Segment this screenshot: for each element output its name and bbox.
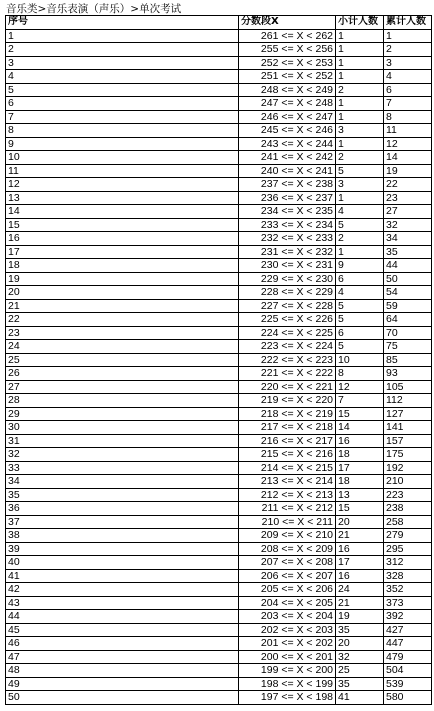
table-row	[6, 475, 432, 489]
row-index-cell: 17	[6, 245, 239, 259]
table-row	[6, 529, 432, 543]
row-index-cell: 28	[6, 394, 239, 408]
table-row	[6, 245, 432, 259]
row-index-cell: 12	[6, 178, 239, 192]
row-cumulative-cell: 11	[384, 124, 432, 138]
row-cumulative-cell: 223	[384, 488, 432, 502]
table-row	[6, 124, 432, 138]
row-subtotal-cell: 6	[336, 272, 384, 286]
row-subtotal-cell: 8	[336, 367, 384, 381]
row-score-range-cell: 241 <= X < 242	[239, 151, 336, 165]
row-subtotal-cell: 35	[336, 623, 384, 637]
row-cumulative-cell: 427	[384, 623, 432, 637]
row-index-cell: 5	[6, 83, 239, 97]
row-index-cell: 39	[6, 542, 239, 556]
row-index-cell: 20	[6, 286, 239, 300]
table-row	[6, 488, 432, 502]
row-cumulative-cell: 175	[384, 448, 432, 462]
row-cumulative-cell: 127	[384, 407, 432, 421]
row-score-range-cell: 203 <= X < 204	[239, 610, 336, 624]
header-subtotal: 小计人数	[336, 16, 384, 30]
row-subtotal-cell: 18	[336, 448, 384, 462]
row-score-range-cell: 229 <= X < 230	[239, 272, 336, 286]
table-row	[6, 502, 432, 516]
row-score-range-cell: 210 <= X < 211	[239, 515, 336, 529]
table-row	[6, 394, 432, 408]
row-subtotal-cell: 35	[336, 677, 384, 691]
row-cumulative-cell: 192	[384, 461, 432, 475]
row-subtotal-cell: 41	[336, 691, 384, 705]
header-index: 序号	[6, 16, 239, 30]
row-score-range-cell: 212 <= X < 213	[239, 488, 336, 502]
table-row	[6, 461, 432, 475]
row-subtotal-cell: 18	[336, 475, 384, 489]
row-cumulative-cell: 85	[384, 353, 432, 367]
header-cumulative: 累计人数	[384, 16, 432, 30]
row-score-range-cell: 225 <= X < 226	[239, 313, 336, 327]
row-score-range-cell: 223 <= X < 224	[239, 340, 336, 354]
row-subtotal-cell: 6	[336, 326, 384, 340]
row-score-range-cell: 227 <= X < 228	[239, 299, 336, 313]
row-cumulative-cell: 70	[384, 326, 432, 340]
row-subtotal-cell: 9	[336, 259, 384, 273]
row-cumulative-cell: 157	[384, 434, 432, 448]
row-cumulative-cell: 93	[384, 367, 432, 381]
row-cumulative-cell: 44	[384, 259, 432, 273]
row-index-cell: 41	[6, 569, 239, 583]
table-row	[6, 569, 432, 583]
row-subtotal-cell: 1	[336, 97, 384, 111]
row-index-cell: 34	[6, 475, 239, 489]
row-subtotal-cell: 4	[336, 286, 384, 300]
row-cumulative-cell: 352	[384, 583, 432, 597]
row-cumulative-cell: 392	[384, 610, 432, 624]
row-cumulative-cell: 2	[384, 43, 432, 57]
row-subtotal-cell: 1	[336, 191, 384, 205]
row-cumulative-cell: 34	[384, 232, 432, 246]
row-index-cell: 2	[6, 43, 239, 57]
row-subtotal-cell: 15	[336, 407, 384, 421]
row-score-range-cell: 245 <= X < 246	[239, 124, 336, 138]
row-subtotal-cell: 1	[336, 245, 384, 259]
table-row	[6, 83, 432, 97]
table-row	[6, 421, 432, 435]
row-subtotal-cell: 5	[336, 218, 384, 232]
row-index-cell: 22	[6, 313, 239, 327]
row-index-cell: 33	[6, 461, 239, 475]
row-subtotal-cell: 2	[336, 83, 384, 97]
row-subtotal-cell: 1	[336, 43, 384, 57]
row-subtotal-cell: 12	[336, 380, 384, 394]
row-index-cell: 18	[6, 259, 239, 273]
row-score-range-cell: 246 <= X < 247	[239, 110, 336, 124]
row-score-range-cell: 218 <= X < 219	[239, 407, 336, 421]
row-subtotal-cell: 3	[336, 124, 384, 138]
row-cumulative-cell: 447	[384, 637, 432, 651]
table-row	[6, 340, 432, 354]
row-index-cell: 47	[6, 650, 239, 664]
row-index-cell: 21	[6, 299, 239, 313]
row-score-range-cell: 209 <= X < 210	[239, 529, 336, 543]
row-cumulative-cell: 14	[384, 151, 432, 165]
table-row	[6, 56, 432, 70]
row-index-cell: 37	[6, 515, 239, 529]
row-score-range-cell: 199 <= X < 200	[239, 664, 336, 678]
row-index-cell: 45	[6, 623, 239, 637]
row-score-range-cell: 198 <= X < 199	[239, 677, 336, 691]
table-row	[6, 380, 432, 394]
row-subtotal-cell: 2	[336, 232, 384, 246]
row-cumulative-cell: 35	[384, 245, 432, 259]
row-index-cell: 1	[6, 29, 239, 43]
row-cumulative-cell: 238	[384, 502, 432, 516]
table-row	[6, 97, 432, 111]
row-subtotal-cell: 1	[336, 29, 384, 43]
row-subtotal-cell: 5	[336, 313, 384, 327]
table-row	[6, 637, 432, 651]
row-cumulative-cell: 210	[384, 475, 432, 489]
row-index-cell: 38	[6, 529, 239, 543]
row-subtotal-cell: 4	[336, 205, 384, 219]
row-index-cell: 44	[6, 610, 239, 624]
table-row	[6, 313, 432, 327]
row-cumulative-cell: 539	[384, 677, 432, 691]
row-index-cell: 43	[6, 596, 239, 610]
table-row	[6, 151, 432, 165]
row-cumulative-cell: 8	[384, 110, 432, 124]
row-score-range-cell: 247 <= X < 248	[239, 97, 336, 111]
row-subtotal-cell: 3	[336, 178, 384, 192]
row-subtotal-cell: 25	[336, 664, 384, 678]
row-score-range-cell: 200 <= X < 201	[239, 650, 336, 664]
table-row	[6, 286, 432, 300]
row-index-cell: 19	[6, 272, 239, 286]
row-index-cell: 23	[6, 326, 239, 340]
row-subtotal-cell: 5	[336, 299, 384, 313]
row-index-cell: 49	[6, 677, 239, 691]
row-score-range-cell: 216 <= X < 217	[239, 434, 336, 448]
table-row	[6, 43, 432, 57]
row-score-range-cell: 248 <= X < 249	[239, 83, 336, 97]
row-subtotal-cell: 14	[336, 421, 384, 435]
row-cumulative-cell: 54	[384, 286, 432, 300]
row-index-cell: 9	[6, 137, 239, 151]
row-index-cell: 31	[6, 434, 239, 448]
row-score-range-cell: 240 <= X < 241	[239, 164, 336, 178]
row-cumulative-cell: 328	[384, 569, 432, 583]
table-row	[6, 623, 432, 637]
row-score-range-cell: 217 <= X < 218	[239, 421, 336, 435]
row-score-range-cell: 220 <= X < 221	[239, 380, 336, 394]
table-row	[6, 29, 432, 43]
row-index-cell: 15	[6, 218, 239, 232]
row-subtotal-cell: 16	[336, 569, 384, 583]
row-index-cell: 8	[6, 124, 239, 138]
row-index-cell: 40	[6, 556, 239, 570]
row-subtotal-cell: 21	[336, 596, 384, 610]
row-subtotal-cell: 7	[336, 394, 384, 408]
row-score-range-cell: 221 <= X < 222	[239, 367, 336, 381]
row-cumulative-cell: 50	[384, 272, 432, 286]
table-row	[6, 448, 432, 462]
row-score-range-cell: 234 <= X < 235	[239, 205, 336, 219]
row-subtotal-cell: 20	[336, 515, 384, 529]
row-subtotal-cell: 5	[336, 164, 384, 178]
table-row	[6, 137, 432, 151]
table-row	[6, 164, 432, 178]
table-row	[6, 232, 432, 246]
row-cumulative-cell: 75	[384, 340, 432, 354]
row-cumulative-cell: 23	[384, 191, 432, 205]
row-subtotal-cell: 1	[336, 56, 384, 70]
row-subtotal-cell: 2	[336, 151, 384, 165]
table-row	[6, 650, 432, 664]
table-row	[6, 583, 432, 597]
row-subtotal-cell: 17	[336, 556, 384, 570]
row-cumulative-cell: 279	[384, 529, 432, 543]
row-index-cell: 11	[6, 164, 239, 178]
table-row	[6, 353, 432, 367]
row-score-range-cell: 211 <= X < 212	[239, 502, 336, 516]
row-cumulative-cell: 64	[384, 313, 432, 327]
row-cumulative-cell: 59	[384, 299, 432, 313]
row-index-cell: 13	[6, 191, 239, 205]
table-row	[6, 218, 432, 232]
row-index-cell: 30	[6, 421, 239, 435]
row-subtotal-cell: 32	[336, 650, 384, 664]
row-cumulative-cell: 580	[384, 691, 432, 705]
row-subtotal-cell: 15	[336, 502, 384, 516]
row-cumulative-cell: 479	[384, 650, 432, 664]
row-cumulative-cell: 258	[384, 515, 432, 529]
row-subtotal-cell: 16	[336, 434, 384, 448]
row-score-range-cell: 207 <= X < 208	[239, 556, 336, 570]
row-score-range-cell: 232 <= X < 233	[239, 232, 336, 246]
row-score-range-cell: 228 <= X < 229	[239, 286, 336, 300]
row-score-range-cell: 233 <= X < 234	[239, 218, 336, 232]
row-cumulative-cell: 19	[384, 164, 432, 178]
row-score-range-cell: 251 <= X < 252	[239, 70, 336, 84]
row-index-cell: 26	[6, 367, 239, 381]
row-subtotal-cell: 20	[336, 637, 384, 651]
row-score-range-cell: 197 <= X < 198	[239, 691, 336, 705]
row-subtotal-cell: 17	[336, 461, 384, 475]
row-score-range-cell: 231 <= X < 232	[239, 245, 336, 259]
row-index-cell: 14	[6, 205, 239, 219]
row-index-cell: 35	[6, 488, 239, 502]
row-cumulative-cell: 3	[384, 56, 432, 70]
table-row	[6, 299, 432, 313]
row-index-cell: 3	[6, 56, 239, 70]
row-subtotal-cell: 1	[336, 110, 384, 124]
row-cumulative-cell: 295	[384, 542, 432, 556]
table-row	[6, 664, 432, 678]
row-index-cell: 50	[6, 691, 239, 705]
row-subtotal-cell: 5	[336, 340, 384, 354]
row-cumulative-cell: 373	[384, 596, 432, 610]
row-score-range-cell: 219 <= X < 220	[239, 394, 336, 408]
row-cumulative-cell: 27	[384, 205, 432, 219]
row-score-range-cell: 205 <= X < 206	[239, 583, 336, 597]
row-cumulative-cell: 141	[384, 421, 432, 435]
row-score-range-cell: 224 <= X < 225	[239, 326, 336, 340]
table-row	[6, 259, 432, 273]
category-path: 音乐类>音乐表演（声乐）>单次考试	[6, 3, 182, 15]
row-cumulative-cell: 12	[384, 137, 432, 151]
row-subtotal-cell: 10	[336, 353, 384, 367]
row-cumulative-cell: 504	[384, 664, 432, 678]
row-index-cell: 7	[6, 110, 239, 124]
table-row	[6, 691, 432, 705]
table-row	[6, 434, 432, 448]
row-cumulative-cell: 112	[384, 394, 432, 408]
row-cumulative-cell: 1	[384, 29, 432, 43]
table-row	[6, 70, 432, 84]
row-index-cell: 24	[6, 340, 239, 354]
table-row	[6, 272, 432, 286]
table-row	[6, 542, 432, 556]
row-score-range-cell: 236 <= X < 237	[239, 191, 336, 205]
row-index-cell: 6	[6, 97, 239, 111]
row-index-cell: 42	[6, 583, 239, 597]
row-score-range-cell: 214 <= X < 215	[239, 461, 336, 475]
table-row	[6, 407, 432, 421]
table-row	[6, 110, 432, 124]
table-row	[6, 191, 432, 205]
table-row	[6, 367, 432, 381]
row-index-cell: 46	[6, 637, 239, 651]
row-subtotal-cell: 1	[336, 70, 384, 84]
row-cumulative-cell: 6	[384, 83, 432, 97]
row-score-range-cell: 243 <= X < 244	[239, 137, 336, 151]
row-index-cell: 48	[6, 664, 239, 678]
row-score-range-cell: 255 <= X < 256	[239, 43, 336, 57]
row-cumulative-cell: 105	[384, 380, 432, 394]
row-score-range-cell: 201 <= X < 202	[239, 637, 336, 651]
row-subtotal-cell: 1	[336, 137, 384, 151]
row-subtotal-cell: 21	[336, 529, 384, 543]
table-row	[6, 677, 432, 691]
table-row	[6, 610, 432, 624]
row-index-cell: 16	[6, 232, 239, 246]
row-subtotal-cell: 13	[336, 488, 384, 502]
row-score-range-cell: 237 <= X < 238	[239, 178, 336, 192]
row-cumulative-cell: 22	[384, 178, 432, 192]
row-index-cell: 25	[6, 353, 239, 367]
row-score-range-cell: 204 <= X < 205	[239, 596, 336, 610]
row-score-range-cell: 202 <= X < 203	[239, 623, 336, 637]
row-score-range-cell: 208 <= X < 209	[239, 542, 336, 556]
header-score-range: 分数段X	[239, 16, 336, 30]
table-row	[6, 205, 432, 219]
row-cumulative-cell: 32	[384, 218, 432, 232]
row-cumulative-cell: 312	[384, 556, 432, 570]
table-body	[6, 29, 432, 704]
row-score-range-cell: 222 <= X < 223	[239, 353, 336, 367]
table-header-row	[6, 16, 432, 30]
row-score-range-cell: 215 <= X < 216	[239, 448, 336, 462]
row-index-cell: 10	[6, 151, 239, 165]
row-score-range-cell: 252 <= X < 253	[239, 56, 336, 70]
table-row	[6, 515, 432, 529]
row-index-cell: 27	[6, 380, 239, 394]
row-score-range-cell: 261 <= X < 262	[239, 29, 336, 43]
row-score-range-cell: 206 <= X < 207	[239, 569, 336, 583]
row-subtotal-cell: 16	[336, 542, 384, 556]
table-row	[6, 556, 432, 570]
row-index-cell: 4	[6, 70, 239, 84]
row-score-range-cell: 213 <= X < 214	[239, 475, 336, 489]
row-subtotal-cell: 19	[336, 610, 384, 624]
row-index-cell: 32	[6, 448, 239, 462]
table-row	[6, 326, 432, 340]
row-score-range-cell: 230 <= X < 231	[239, 259, 336, 273]
table-row	[6, 178, 432, 192]
row-index-cell: 29	[6, 407, 239, 421]
score-distribution-table	[5, 15, 432, 705]
row-cumulative-cell: 7	[384, 97, 432, 111]
row-subtotal-cell: 24	[336, 583, 384, 597]
row-cumulative-cell: 4	[384, 70, 432, 84]
table-row	[6, 596, 432, 610]
row-index-cell: 36	[6, 502, 239, 516]
